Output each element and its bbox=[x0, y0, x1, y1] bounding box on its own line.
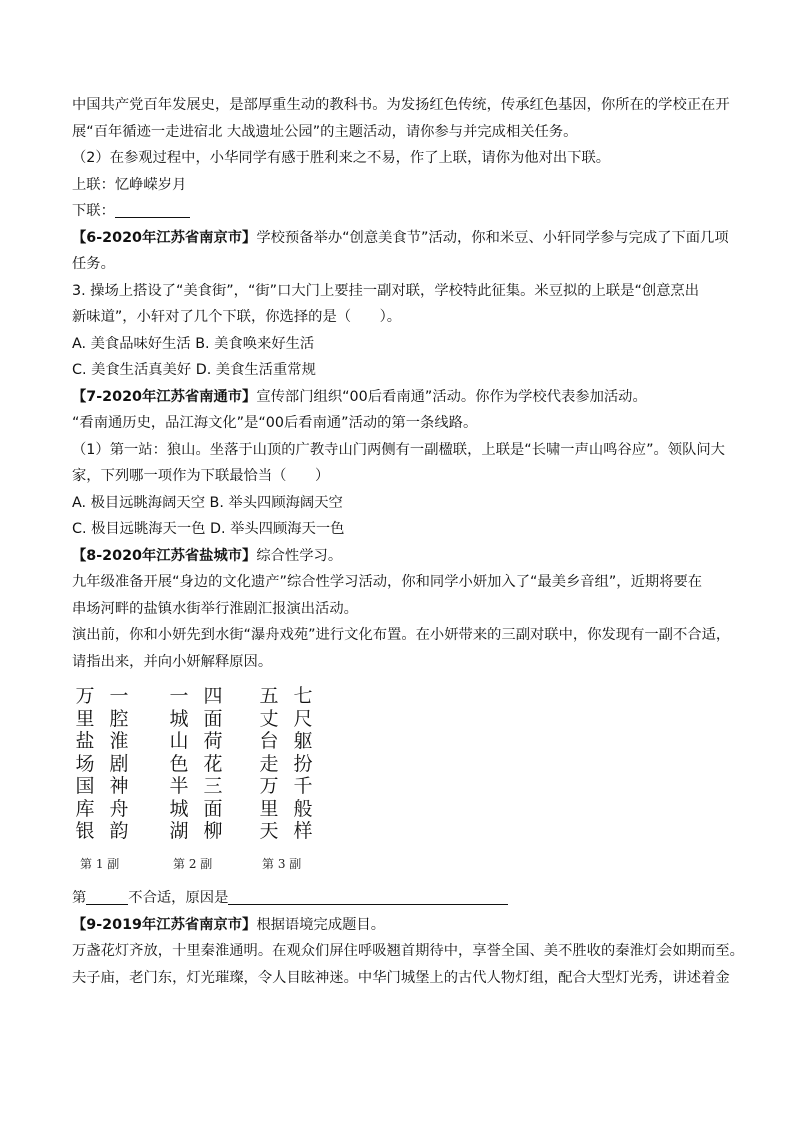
section-8-line-1 bbox=[72, 543, 722, 570]
couplet-3-left: 五丈台走万里天 bbox=[259, 685, 279, 842]
section-8-line-2: 九年级准备开展“身边的文化遗产”综合性学习活动，你和同学小妍加入了“最美乡音组”，近期将要在 bbox=[72, 574, 703, 590]
section-8-line-4: 演出前，你和小妍先到水街“瀑舟戏苑”进行文化布置。在小妍带来的三副对联中，你发现有一副不合适， bbox=[72, 627, 731, 643]
section-6-options-cd: C. 美食生活真美好 D. 美食生活重常规 bbox=[72, 362, 316, 378]
document-page bbox=[72, 92, 744, 991]
section-8-text: 综合性学习。 bbox=[256, 547, 343, 564]
lower-couplet-row bbox=[72, 198, 722, 225]
upper-couplet: 上联：忆峥嵘岁月 bbox=[72, 176, 187, 193]
couplets-figure bbox=[72, 685, 722, 885]
section-6-text: 学校预备举办“创意美食节”活动，你和米豆、小轩同学参与完成了下面几项 bbox=[256, 229, 729, 246]
section-6-tag: 【6-2020年江苏省南京市】 bbox=[72, 229, 257, 246]
answer-reason-blank[interactable] bbox=[228, 888, 508, 905]
answer-number-blank[interactable] bbox=[86, 888, 128, 905]
section-6-line-2: 任务。 bbox=[72, 256, 115, 272]
section-8-line-5: 请指出来，并向小妍解释原因。 bbox=[72, 653, 273, 670]
section-7-options-ab: A. 极目远眺海阔天空 B. 举头四顾海阔天空 bbox=[72, 494, 343, 511]
section-9-line-1 bbox=[72, 912, 722, 939]
couplet-3-right: 七尺躯扮千般样 bbox=[293, 685, 313, 842]
couplet-1-left: 万里盐场国库银 bbox=[75, 685, 95, 842]
section-7-tag: 【7-2020年江苏省南通市】 bbox=[72, 388, 257, 405]
section-9-text: 根据语境完成题目。 bbox=[256, 916, 386, 933]
section-7-text: 宣传部门组织“00后看南通”活动。你作为学校代表参加活动。 bbox=[256, 388, 647, 405]
couplet-3-caption: 第 3 副 bbox=[262, 857, 302, 871]
couplet-2-right: 四面荷花三面柳 bbox=[203, 685, 223, 842]
section-7-line-2: “看南通历史，品江海文化”是“00后看南通”活动的第一条线路。 bbox=[72, 415, 478, 431]
section-8-line-3: 串场河畔的盐镇水街举行淮剧汇报演出活动。 bbox=[72, 600, 358, 617]
couplet-1-caption: 第 1 副 bbox=[80, 857, 120, 871]
section-6-question-line-1: 3. 操场上搭设了“美食街”，“街”口大门上要挂一副对联，学校特此征集。米豆拟的上联是“创意烹出 bbox=[72, 282, 700, 299]
section-6-question-line-2: 新味道”，小轩对了几个下联，你选择的是（ ）。 bbox=[72, 309, 402, 325]
answer-middle: 不合适，原因是 bbox=[128, 890, 229, 906]
question-2: （2）在参观过程中，小华同学有感于胜利来之不易，作了上联，请你为他对出下联。 bbox=[72, 150, 611, 166]
couplet-2-caption: 第 2 副 bbox=[173, 857, 213, 871]
answer-prefix: 第 bbox=[72, 890, 87, 906]
couplet-2-left: 一城山色半城湖 bbox=[169, 685, 189, 842]
lower-couplet-blank[interactable] bbox=[115, 201, 190, 218]
section-8-tag: 【8-2020年江苏省盐城市】 bbox=[72, 547, 257, 564]
section-9-line-2: 万盏花灯齐放，十里秦淮通明。在观众们屏住呼吸翘首期待中，享誉全国、美不胜收的秦淮灯会如期而至。 bbox=[72, 943, 744, 959]
section-7-question-line-1: （1）第一站：狼山。坐落于山顶的广教寺山门两侧有一副楹联，上联是“长啸一声山鸣谷应”。领队问大 bbox=[72, 441, 725, 458]
intro-line-1: 中国共产党百年发展史，是部厚重生动的教科书。为发扬红色传统，传承红色基因，你所在的学校正在开 bbox=[72, 97, 730, 113]
intro-line-2: 展“百年循迹一走进宿北 大战遗址公园”的主题活动，请你参与并完成相关任务。 bbox=[72, 123, 578, 140]
couplet-1-right: 一腔淮剧神舟韵 bbox=[109, 685, 129, 842]
section-7-question-line-2: 家，下列哪一项作为下联最恰当（ ） bbox=[72, 468, 330, 484]
section-9-tag: 【9-2019年江苏省南京市】 bbox=[72, 916, 257, 933]
section-6-line-1 bbox=[72, 225, 729, 252]
section-7-options-cd: C. 极目远眺海天一色 D. 举头四顾海天一色 bbox=[72, 521, 345, 537]
section-7-line-1 bbox=[72, 384, 722, 411]
section-9-line-3: 夫子庙，老门东，灯光璀璨，令人目眩神迷。中华门城堡上的古代人物灯组，配合大型灯光秀，讲述着金 bbox=[72, 969, 730, 986]
lower-couplet-label: 下联： bbox=[72, 203, 115, 219]
section-6-options-ab: A. 美食品味好生活 B. 美食唤来好生活 bbox=[72, 335, 315, 352]
answer-row bbox=[72, 885, 722, 912]
